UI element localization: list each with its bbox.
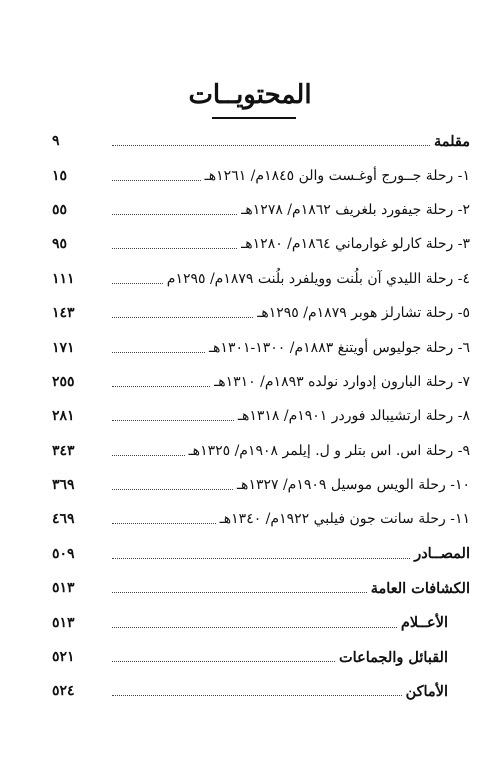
dot-leader [112, 227, 237, 261]
title-underline [212, 117, 296, 119]
toc-entry-page-number: ٥٢٤ [52, 683, 75, 700]
toc-entry-label: ٩- رحلة اس. اس بتلر و ل. إيلمر ١٩٠٨م/ ١٣٢٥هـ [188, 442, 470, 459]
toc-entry-label: ١١- رحلة سانت جون فيلبي ١٩٢٢م/ ١٣٤٠هـ [219, 511, 470, 528]
dot-leader [112, 468, 233, 502]
toc-list [52, 124, 470, 709]
toc-entry [52, 124, 470, 158]
toc-entry-page-number: ١٧١ [52, 339, 75, 356]
toc-entry [52, 571, 470, 605]
toc-entry-page-number: ١٥ [52, 167, 68, 184]
toc-entry [52, 605, 470, 639]
toc-entry [52, 365, 470, 399]
toc-entry-label: ٧- رحلة البارون إدوارد نولده ١٨٩٣م/ ١٣١٠هـ [214, 373, 470, 390]
toc-entry-page-number: ٥٠٩ [52, 545, 75, 562]
dot-leader [112, 502, 216, 536]
dot-leader [112, 571, 367, 605]
toc-entry-page-number: ٥٥ [52, 201, 68, 218]
toc-entry-label: الأماكن [405, 682, 448, 700]
dot-leader [112, 262, 163, 296]
dot-leader [112, 193, 237, 227]
dot-leader [112, 434, 185, 468]
dot-leader [112, 159, 201, 193]
dot-leader [112, 399, 234, 433]
toc-entry [52, 193, 470, 227]
toc-entry-label: ٥- رحلة تشارلز هوبر ١٨٧٩م/ ١٢٩٥هـ [257, 305, 470, 322]
dot-leader [112, 674, 402, 708]
toc-entry-page-number: ٣٦٩ [52, 477, 75, 494]
toc-entry [52, 262, 470, 296]
toc-entry [52, 434, 470, 468]
toc-entry-page-number: ٢٥٥ [52, 373, 75, 390]
toc-entry-page-number: ٩ [52, 133, 60, 150]
dot-leader [112, 296, 253, 330]
toc-entry-label: القبائل والجماعات [339, 648, 448, 666]
toc-entry-page-number: ١٤٣ [52, 305, 75, 322]
toc-entry-page-number: ٣٤٣ [52, 442, 75, 459]
toc-entry [52, 296, 470, 330]
toc-entry-page-number: ٥٢١ [52, 649, 75, 666]
dot-leader [112, 537, 410, 571]
toc-entry-label: الكشافات العامة [370, 579, 470, 597]
page-title: المحتويــات [188, 80, 312, 110]
toc-entry [52, 158, 470, 192]
dot-leader [112, 640, 335, 674]
toc-entry-label: ٣- رحلة كارلو غوارماني ١٨٦٤م/ ١٢٨٠هـ [241, 236, 470, 253]
toc-entry-label: المصــادر [414, 545, 470, 563]
dot-leader [112, 365, 210, 399]
toc-entry-page-number: ٥١٣ [52, 580, 75, 597]
toc-entry-label: ٨- رحلة ارتشيبالد فوردر ١٩٠١م/ ١٣١٨هـ [237, 408, 470, 425]
toc-entry [52, 502, 470, 536]
toc-entry [52, 330, 470, 364]
toc-entry-label: مقلمة [433, 132, 470, 150]
toc-entry [52, 227, 470, 261]
toc-entry-page-number: ٩٥ [52, 236, 68, 253]
toc-entry [52, 674, 470, 708]
toc-entry-page-number: ٤٦٩ [52, 511, 75, 528]
toc-entry [52, 468, 470, 502]
dot-leader [112, 606, 397, 640]
toc-entry [52, 399, 470, 433]
toc-entry-label: الأعــلام [400, 614, 448, 632]
toc-entry-page-number: ١١١ [52, 270, 75, 287]
dot-leader [112, 124, 430, 158]
toc-entry-label: ٢- رحلة جيفورد بلغريف ١٨٦٢م/ ١٢٧٨هـ [241, 201, 470, 218]
toc-entry-label: ٦- رحلة جوليوس أويتنغ ١٨٨٣م/ ١٣٠٠-١٣٠١هـ [208, 339, 470, 356]
toc-entry-page-number: ٢٨١ [52, 408, 75, 425]
toc-entry-label: ١- رحلة جــورج أوغـست والن ١٨٤٥م/ ١٢٦١هـ [204, 167, 470, 184]
toc-entry-page-number: ٥١٣ [52, 614, 75, 631]
toc-entry-label: ٤- رحلة الليدي آن بلُنت وويلفرد بلُنت ١٨٧٩م/ ١٢٩٥م [166, 270, 470, 287]
toc-entry-label: ١٠- رحلة الويس موسيل ١٩٠٩م/ ١٣٢٧هـ [236, 477, 470, 494]
toc-entry [52, 640, 470, 674]
dot-leader [112, 331, 205, 365]
toc-entry [52, 537, 470, 571]
